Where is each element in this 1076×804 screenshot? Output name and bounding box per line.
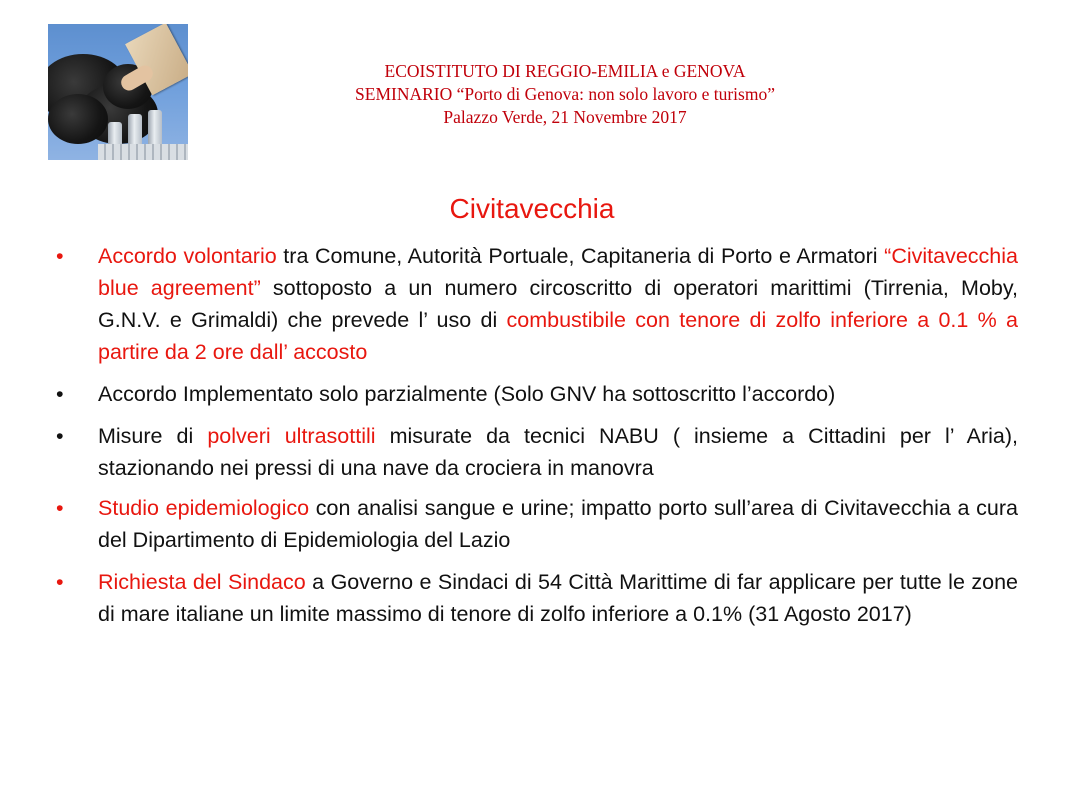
header-line-seminar: SEMINARIO “Porto di Genova: non solo lavoro e turismo” (355, 84, 775, 104)
seminar-header (240, 60, 890, 129)
bullet-marker: • (56, 496, 64, 520)
highlight-text: Richiesta del Sindaco (98, 570, 306, 594)
highlight-text: polveri ultrasottili (207, 424, 376, 448)
bullet-item-misure-polveri (56, 420, 1018, 484)
bullet-marker: • (56, 424, 64, 448)
ship-deck (98, 144, 188, 160)
highlight-text: Studio epidemiologico (98, 496, 310, 520)
body-text: Misure di (98, 424, 208, 448)
bullet-marker: • (56, 244, 64, 268)
body-text: tra Comune, Autorità Portuale, Capitaneria di Porto e Armatori (276, 244, 885, 268)
body-text: misurate da tecnici NABU ( insieme a Cittadini per l’ Aria), stazionando nei pressi di una nave da crociera in manovra (98, 424, 1018, 480)
bullet-item-accordo-implementato (56, 378, 1018, 410)
bullet-marker: • (56, 382, 64, 406)
smoke-cloud (48, 94, 108, 144)
bullet-item-accordo-volontario (56, 240, 1018, 368)
body-text: a Governo e Sindaci di 54 Città Marittime di far applicare per tutte le zone di mare italiane un limite massimo di tenore di zolfo inferiore a 0.1% (31 Agosto 2017) (98, 570, 1018, 626)
bullet-list (56, 240, 1018, 640)
ship-smoke-logo (48, 24, 188, 160)
bullet-item-richiesta-sindaco (56, 566, 1018, 630)
header-line-venue-date: Palazzo Verde, 21 Novembre 2017 (443, 107, 687, 127)
bullet-item-studio-epidemiologico (56, 492, 1018, 556)
highlight-text: combustibile con tenore di zolfo inferiore a 0.1 % a partire da 2 ore dall’ accosto (98, 308, 1018, 364)
header-line-institute: ECOISTITUTO DI REGGIO-EMILIA e GENOVA (384, 61, 746, 81)
highlight-text: “Civitavecchia blue agreement” (98, 244, 1018, 300)
body-text: sottoposto a un numero circoscritto di operatori marittimi (Tirrenia, Moby, G.N.V. e Grimaldi) che prevede l’ uso di (98, 276, 1018, 332)
body-text: con analisi sangue e urine; impatto porto sull’area di Civitavecchia a cura del Dipartimento di Epidemiologia del Lazio (98, 496, 1018, 552)
slide-title: Civitavecchia (449, 193, 615, 224)
highlight-text: Accordo volontario (98, 244, 277, 268)
body-text: Accordo Implementato solo parzialmente (Solo GNV ha sottoscritto l’accordo) (98, 382, 836, 406)
bullet-marker: • (56, 570, 64, 594)
